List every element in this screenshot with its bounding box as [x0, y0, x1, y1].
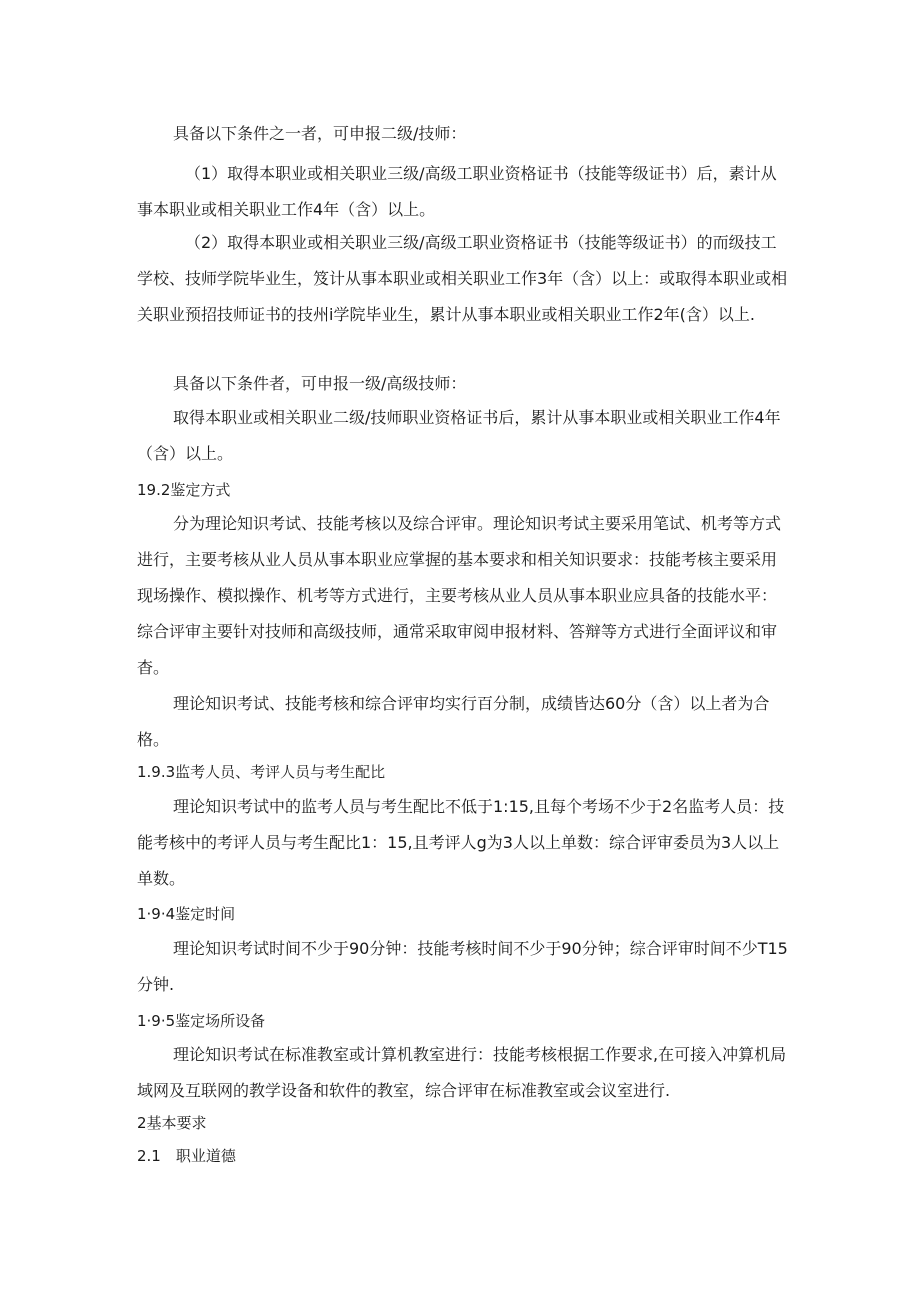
paragraph-venue-equipment: 理论知识考试在标准教室或计算机教室进行：技能考核根据工作要求,在可接入冲算机局域网及互联网的教学设备和软件的教室，综合评审在标准教室或会议室进行.	[137, 1045, 787, 1100]
paragraph-level1-condition: 取得本职业或相关职业二级/技师职业资格证书后，累计从事本职业或相关职业工作4年（含）以上。	[137, 408, 781, 463]
section-heading-1-9-2: 19.2鉴定方式	[137, 481, 231, 499]
section-heading-2-1: 2.1 职业道德	[137, 1147, 236, 1165]
paragraph-condition-2: （2）取得本职业或相关职业三级/高级工职业资格证书（技能等级证书）的而级技工学校、技师学院毕业生，笈计从事本职业或相关职业工作3年（含）以上：或取得本职业或相关职业预招技师证书的技州i学院毕业生，累计从事本职业或相关职业工作2年(含）以上.	[137, 233, 788, 324]
paragraph-assessment-method: 分为理论知识考试、技能考核以及综合评审。理论知识考试主要采用笔试、机考等方式进行，主要考核从业人员从事本职业应掌握的基本要求和相关知识要求：技能考核主要采用现场操作、模拟操作、机考等方式进行，主要考核从业人员从事本职业应具备的技能水平：综合评审主要针对技师和高级技师，通常采取审阅申报材料、答辩等方式进行全面评议和审杳。	[137, 514, 782, 677]
section-heading-2: 2基本要求	[137, 1114, 207, 1132]
paragraph-staff-ratio: 理论知识考试中的监考人员与考生配比不低于1:15,且每个考场不少于2名监考人员：技能考核中的考评人员与考生配比1：15,且考评人g为3人以上单数：综合评审委员为3人以上单数。	[137, 797, 785, 888]
section-heading-1-9-3: 1.9.3监考人员、考评人员与考生配比	[137, 763, 386, 781]
paragraph-apply-level2: 具备以下条件之一者，可申报二级/技师：	[173, 124, 467, 143]
paragraph-condition-1: （1）取得本职业或相关职业三级/高级工职业资格证书（技能等级证书）后，素计从事本职业或相关职业工作4年（含）以上。	[137, 164, 777, 219]
paragraph-scoring: 理论知识考试、技能考核和综合评审均实行百分制，成绩皆达60分（含）以上者为合格。	[137, 694, 770, 749]
section-heading-1-9-5: 1·9·5鉴定场所设备	[137, 1012, 266, 1030]
paragraph-duration: 理论知识考试时间不少于90分钟：技能考核时间不少于90分钟；综合评审时间不少T15分钟.	[137, 939, 788, 994]
section-heading-1-9-4: 1·9·4鉴定时间	[137, 905, 236, 923]
paragraph-apply-level1: 具备以下条件者，可申报一级/高级技师：	[173, 374, 467, 393]
